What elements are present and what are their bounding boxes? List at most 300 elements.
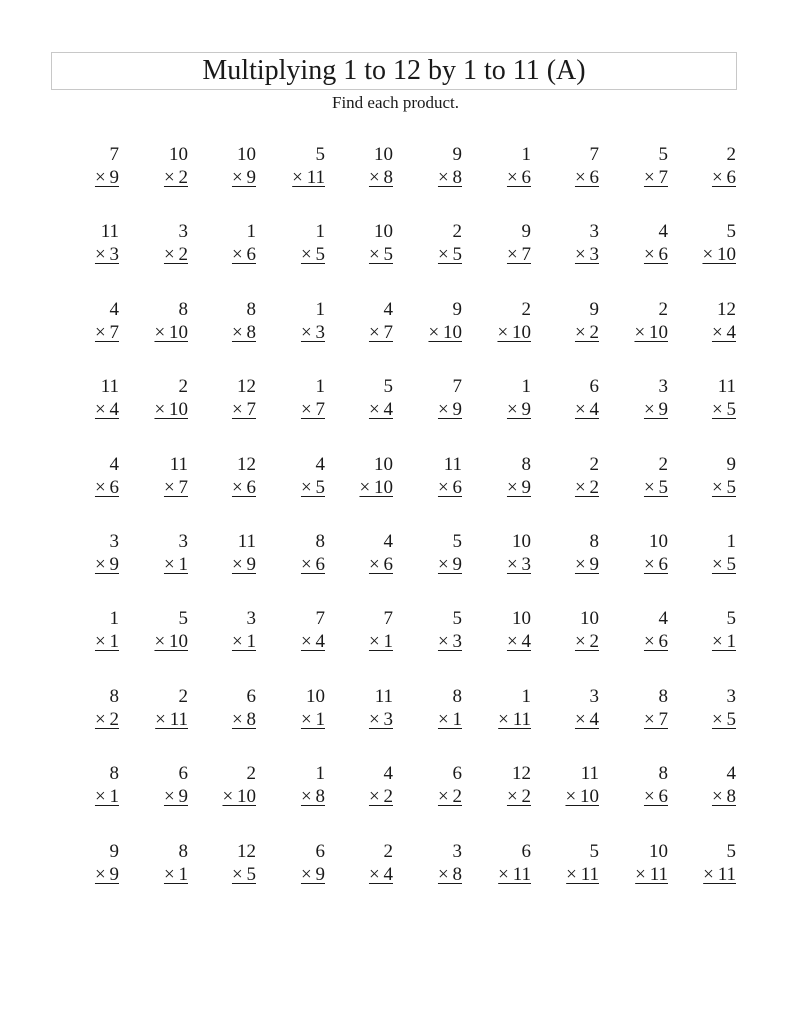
problem-top-factor: 6	[315, 840, 325, 862]
problem-top-factor: 8	[109, 685, 119, 707]
problem-top-factor: 7	[315, 608, 325, 630]
problem	[598, 300, 668, 348]
problem-bottom-factor: × 6	[643, 631, 668, 653]
problem-bottom-factor: × 11	[292, 167, 325, 188]
problem	[49, 687, 119, 735]
problem	[186, 377, 256, 425]
problem-bottom-factor: × 6	[574, 167, 599, 188]
problem-top-factor: 6	[521, 840, 531, 862]
problem	[666, 764, 736, 812]
problem-bottom-factor: × 2	[368, 786, 393, 808]
problem-top-factor: 2	[178, 376, 188, 398]
problem	[323, 609, 393, 657]
problem-bottom-factor: × 4	[711, 321, 736, 343]
problem-bottom-factor: × 2	[94, 708, 119, 730]
problem	[49, 145, 119, 193]
problem-top-factor: 11	[717, 376, 736, 398]
problem	[598, 687, 668, 735]
problem	[49, 609, 119, 657]
problem-bottom-factor: × 9	[94, 554, 119, 575]
problem	[666, 609, 736, 657]
problem	[666, 145, 736, 193]
problem-bottom-factor: × 9	[506, 399, 531, 421]
problem-bottom-factor: × 6	[231, 244, 256, 266]
problem-bottom-factor: × 11	[703, 863, 736, 885]
problem-top-factor: 8	[315, 531, 325, 552]
problem-bottom-factor: × 10	[497, 321, 531, 343]
problem-bottom-factor: × 1	[231, 631, 256, 653]
problem-bottom-factor: × 2	[163, 244, 188, 266]
problem-bottom-factor: × 1	[94, 786, 119, 808]
problem	[666, 300, 736, 348]
problem	[598, 609, 668, 657]
problem-bottom-factor: × 3	[300, 321, 325, 343]
problem-bottom-factor: × 8	[437, 167, 462, 188]
problem-bottom-factor: × 5	[368, 244, 393, 266]
problem-bottom-factor: × 6	[300, 554, 325, 575]
problem	[118, 222, 188, 270]
problem	[186, 764, 256, 812]
problem	[461, 687, 531, 735]
problem-top-factor: 7	[452, 376, 462, 398]
problem	[461, 532, 531, 580]
problem-top-factor: 1	[521, 144, 531, 165]
problem	[598, 532, 668, 580]
problem-top-factor: 10	[374, 453, 393, 475]
problem-top-factor: 1	[246, 221, 256, 243]
problem	[461, 609, 531, 657]
problem	[666, 842, 736, 890]
problem	[186, 145, 256, 193]
problem	[666, 455, 736, 503]
problem	[323, 222, 393, 270]
problem-top-factor: 12	[237, 840, 256, 862]
problem	[118, 532, 188, 580]
problem-top-factor: 4	[658, 221, 668, 243]
problem-bottom-factor: × 7	[231, 399, 256, 421]
problem-top-factor: 10	[306, 685, 325, 707]
problem-bottom-factor: × 6	[94, 476, 119, 498]
problem-bottom-factor: × 2	[574, 321, 599, 343]
problem	[461, 300, 531, 348]
problem-bottom-factor: × 2	[437, 786, 462, 808]
problem-bottom-factor: × 1	[94, 631, 119, 653]
problem-top-factor: 12	[717, 298, 736, 320]
problem-top-factor: 6	[452, 763, 462, 785]
problem-bottom-factor: × 2	[163, 167, 188, 188]
problem	[186, 687, 256, 735]
problem-bottom-factor: × 4	[94, 399, 119, 421]
problem-top-factor: 10	[649, 531, 668, 552]
problem-top-factor: 1	[726, 531, 736, 552]
problem-top-factor: 8	[178, 840, 188, 862]
problem-top-factor: 1	[315, 376, 325, 398]
problem	[598, 764, 668, 812]
problem-bottom-factor: × 5	[300, 476, 325, 498]
problem-top-factor: 2	[383, 840, 393, 862]
problem-top-factor: 4	[383, 531, 393, 552]
problem	[666, 532, 736, 580]
problem-bottom-factor: × 6	[643, 554, 668, 575]
problem	[666, 377, 736, 425]
problem-bottom-factor: × 9	[94, 167, 119, 188]
problem-top-factor: 9	[109, 840, 119, 862]
problem-bottom-factor: × 11	[498, 863, 531, 885]
problem-bottom-factor: × 8	[368, 167, 393, 188]
problem	[598, 377, 668, 425]
problem-top-factor: 10	[169, 144, 188, 165]
problem-top-factor: 5	[726, 221, 736, 243]
problem	[118, 842, 188, 890]
problem-bottom-factor: × 2	[574, 631, 599, 653]
problem-top-factor: 10	[237, 144, 256, 165]
problem	[255, 609, 325, 657]
problem-top-factor: 11	[580, 763, 599, 785]
problem	[461, 764, 531, 812]
problem-bottom-factor: × 5	[711, 476, 736, 498]
problem-top-factor: 11	[374, 685, 393, 707]
problem-top-factor: 1	[521, 685, 531, 707]
problem	[529, 764, 599, 812]
problem-bottom-factor: × 3	[437, 631, 462, 653]
problem	[392, 222, 462, 270]
problem-bottom-factor: × 3	[368, 708, 393, 730]
problem	[49, 300, 119, 348]
problem-top-factor: 2	[246, 763, 256, 785]
problem-top-factor: 10	[374, 221, 393, 243]
problem-bottom-factor: × 4	[300, 631, 325, 653]
problem-top-factor: 8	[246, 298, 256, 320]
problem-top-factor: 12	[512, 763, 531, 785]
problem-top-factor: 3	[589, 685, 599, 707]
problem-top-factor: 8	[589, 531, 599, 552]
problem-bottom-factor: × 1	[300, 708, 325, 730]
problem-top-factor: 11	[100, 376, 119, 398]
problem-top-factor: 3	[658, 376, 668, 398]
problem-top-factor: 2	[452, 221, 462, 243]
problem-bottom-factor: × 9	[300, 863, 325, 885]
problem	[49, 842, 119, 890]
problem-bottom-factor: × 6	[231, 476, 256, 498]
problem-top-factor: 4	[315, 453, 325, 475]
problem	[323, 764, 393, 812]
problem-bottom-factor: × 10	[428, 321, 462, 343]
problem-top-factor: 9	[452, 298, 462, 320]
problem	[529, 222, 599, 270]
problem-bottom-factor: × 8	[300, 786, 325, 808]
problem-top-factor: 4	[383, 763, 393, 785]
problem-bottom-factor: × 8	[711, 786, 736, 808]
problem	[186, 609, 256, 657]
problem	[529, 687, 599, 735]
problem	[598, 145, 668, 193]
problem-bottom-factor: × 5	[437, 244, 462, 266]
problem	[118, 300, 188, 348]
problem	[392, 377, 462, 425]
problem-bottom-factor: × 6	[368, 554, 393, 575]
problem-top-factor: 9	[726, 453, 736, 475]
problem	[323, 842, 393, 890]
problem-bottom-factor: × 5	[231, 863, 256, 885]
problem-bottom-factor: × 10	[154, 399, 188, 421]
problem	[49, 764, 119, 812]
problem-bottom-factor: × 1	[437, 708, 462, 730]
problem-bottom-factor: × 11	[498, 708, 531, 730]
problem-top-factor: 6	[589, 376, 599, 398]
problem	[323, 300, 393, 348]
problem-top-factor: 12	[237, 453, 256, 475]
problem	[392, 842, 462, 890]
problem	[461, 455, 531, 503]
problem	[255, 377, 325, 425]
problem	[186, 532, 256, 580]
problem	[529, 532, 599, 580]
problem-top-factor: 8	[109, 763, 119, 785]
problem-top-factor: 12	[237, 376, 256, 398]
problem	[666, 222, 736, 270]
problem-top-factor: 8	[658, 763, 668, 785]
problem-top-factor: 2	[658, 453, 668, 475]
problem-top-factor: 5	[726, 840, 736, 862]
problem-bottom-factor: × 3	[506, 554, 531, 575]
problem-bottom-factor: × 7	[643, 708, 668, 730]
problem	[392, 764, 462, 812]
problem-bottom-factor: × 6	[437, 476, 462, 498]
problem-bottom-factor: × 6	[711, 167, 736, 188]
problem-bottom-factor: × 2	[506, 786, 531, 808]
problem-top-factor: 5	[383, 376, 393, 398]
problem-bottom-factor: × 7	[163, 476, 188, 498]
problem-top-factor: 8	[178, 298, 188, 320]
problem	[598, 222, 668, 270]
problem	[118, 455, 188, 503]
problem-bottom-factor: × 4	[574, 708, 599, 730]
problem-top-factor: 4	[383, 298, 393, 320]
problem-bottom-factor: × 8	[437, 863, 462, 885]
problem-top-factor: 4	[726, 763, 736, 785]
problem-bottom-factor: × 7	[94, 321, 119, 343]
problem-top-factor: 9	[589, 298, 599, 320]
problem-bottom-factor: × 6	[643, 244, 668, 266]
problem-bottom-factor: × 10	[702, 244, 736, 266]
problem-top-factor: 8	[452, 685, 462, 707]
problem	[255, 842, 325, 890]
problem	[529, 455, 599, 503]
problem-bottom-factor: × 10	[634, 321, 668, 343]
problem-bottom-factor: × 9	[94, 863, 119, 885]
problem-bottom-factor: × 7	[300, 399, 325, 421]
problem	[255, 145, 325, 193]
problem	[323, 532, 393, 580]
problem-top-factor: 5	[589, 840, 599, 862]
problem	[118, 145, 188, 193]
problem	[461, 842, 531, 890]
problem-top-factor: 11	[100, 221, 119, 243]
problem	[118, 687, 188, 735]
problem-bottom-factor: × 1	[163, 863, 188, 885]
problem-bottom-factor: × 8	[231, 321, 256, 343]
problem	[323, 145, 393, 193]
problem-bottom-factor: × 5	[711, 399, 736, 421]
problem-top-factor: 11	[169, 453, 188, 475]
problem-bottom-factor: × 11	[635, 863, 668, 885]
problem	[186, 300, 256, 348]
problem-bottom-factor: × 8	[231, 708, 256, 730]
problem-bottom-factor: × 9	[506, 476, 531, 498]
problem-bottom-factor: × 9	[643, 399, 668, 421]
problem-top-factor: 1	[109, 608, 119, 630]
problem-top-factor: 5	[726, 608, 736, 630]
problem-top-factor: 4	[109, 298, 119, 320]
problem-top-factor: 6	[246, 685, 256, 707]
problem-top-factor: 3	[178, 221, 188, 243]
problem-bottom-factor: × 5	[711, 554, 736, 575]
problem-top-factor: 2	[726, 144, 736, 165]
problem-top-factor: 4	[109, 453, 119, 475]
problem	[461, 222, 531, 270]
problem-top-factor: 6	[178, 763, 188, 785]
problem-bottom-factor: × 1	[163, 554, 188, 575]
problem-top-factor: 10	[580, 608, 599, 630]
problem	[666, 687, 736, 735]
problem-top-factor: 2	[178, 685, 188, 707]
problem-top-factor: 2	[589, 453, 599, 475]
problem	[529, 300, 599, 348]
problem-top-factor: 9	[521, 221, 531, 243]
problem-top-factor: 1	[521, 376, 531, 398]
problem	[49, 455, 119, 503]
problem	[118, 609, 188, 657]
problem-top-factor: 5	[452, 608, 462, 630]
problem-bottom-factor: × 4	[506, 631, 531, 653]
problem-bottom-factor: × 9	[231, 554, 256, 575]
problem-top-factor: 5	[452, 531, 462, 552]
problem-top-factor: 3	[246, 608, 256, 630]
problem-bottom-factor: × 9	[574, 554, 599, 575]
problem-top-factor: 1	[315, 221, 325, 243]
problem-bottom-factor: × 3	[574, 244, 599, 266]
problem	[255, 764, 325, 812]
problem-top-factor: 2	[658, 298, 668, 320]
problem-bottom-factor: × 11	[155, 708, 188, 730]
problem-bottom-factor: × 9	[163, 786, 188, 808]
problem-bottom-factor: × 2	[574, 476, 599, 498]
problem	[255, 300, 325, 348]
problem-top-factor: 10	[512, 608, 531, 630]
problem	[49, 532, 119, 580]
problem-bottom-factor: × 10	[222, 786, 256, 808]
problem-bottom-factor: × 3	[94, 244, 119, 266]
problem-top-factor: 8	[521, 453, 531, 475]
problem-top-factor: 3	[178, 531, 188, 552]
problem-top-factor: 5	[658, 144, 668, 165]
problem	[49, 377, 119, 425]
problem-top-factor: 5	[178, 608, 188, 630]
problem	[118, 764, 188, 812]
problem-top-factor: 3	[109, 531, 119, 552]
problem-bottom-factor: × 10	[154, 631, 188, 653]
problem-bottom-factor: × 4	[368, 863, 393, 885]
problem	[323, 377, 393, 425]
problem	[598, 455, 668, 503]
problem-bottom-factor: × 7	[643, 167, 668, 188]
problem-bottom-factor: × 4	[368, 399, 393, 421]
problem-top-factor: 8	[658, 685, 668, 707]
problem-bottom-factor: × 4	[574, 399, 599, 421]
problem-top-factor: 3	[726, 685, 736, 707]
problem-bottom-factor: × 7	[368, 321, 393, 343]
problem-top-factor: 10	[649, 840, 668, 862]
problem-top-factor: 3	[589, 221, 599, 243]
problem-top-factor: 1	[315, 298, 325, 320]
problem	[392, 455, 462, 503]
problem	[186, 222, 256, 270]
problem-top-factor: 9	[452, 144, 462, 165]
problem	[392, 687, 462, 735]
problem	[529, 377, 599, 425]
problem-top-factor: 7	[589, 144, 599, 165]
problem-top-factor: 10	[374, 144, 393, 165]
problem-bottom-factor: × 10	[359, 476, 393, 498]
problem	[186, 455, 256, 503]
problem-bottom-factor: × 9	[437, 554, 462, 575]
problem-bottom-factor: × 6	[643, 786, 668, 808]
problem-top-factor: 4	[658, 608, 668, 630]
problem-top-factor: 5	[315, 144, 325, 165]
problem	[255, 687, 325, 735]
problem-bottom-factor: × 5	[643, 476, 668, 498]
problem	[392, 300, 462, 348]
problem-top-factor: 7	[109, 144, 119, 165]
problem-bottom-factor: × 6	[506, 167, 531, 188]
problem-top-factor: 11	[237, 531, 256, 552]
problem-top-factor: 3	[452, 840, 462, 862]
problem-top-factor: 2	[521, 298, 531, 320]
problem	[392, 532, 462, 580]
problem	[323, 687, 393, 735]
problem	[255, 455, 325, 503]
problem-bottom-factor: × 10	[154, 321, 188, 343]
problem-bottom-factor: × 7	[506, 244, 531, 266]
worksheet-title: Multiplying 1 to 12 by 1 to 11 (A)	[202, 55, 586, 86]
problem	[392, 145, 462, 193]
problem	[255, 532, 325, 580]
worksheet-instructions: Find each product.	[332, 93, 459, 112]
problem	[598, 842, 668, 890]
problem-top-factor: 10	[512, 531, 531, 552]
problem	[461, 145, 531, 193]
problem	[392, 609, 462, 657]
problem	[323, 455, 393, 503]
problem-bottom-factor: × 10	[565, 786, 599, 808]
problem-bottom-factor: × 5	[711, 708, 736, 730]
problem	[118, 377, 188, 425]
problem-bottom-factor: × 5	[300, 244, 325, 266]
problem-top-factor: 11	[443, 453, 462, 475]
problem	[529, 842, 599, 890]
problem-bottom-factor: × 1	[711, 631, 736, 653]
problem	[186, 842, 256, 890]
problem	[461, 377, 531, 425]
problem-bottom-factor: × 9	[231, 167, 256, 188]
problem-bottom-factor: × 9	[437, 399, 462, 421]
problem-top-factor: 7	[383, 608, 393, 630]
problem-bottom-factor: × 1	[368, 631, 393, 653]
problem	[529, 609, 599, 657]
problem	[529, 145, 599, 193]
problem-bottom-factor: × 11	[566, 863, 599, 885]
problem	[49, 222, 119, 270]
